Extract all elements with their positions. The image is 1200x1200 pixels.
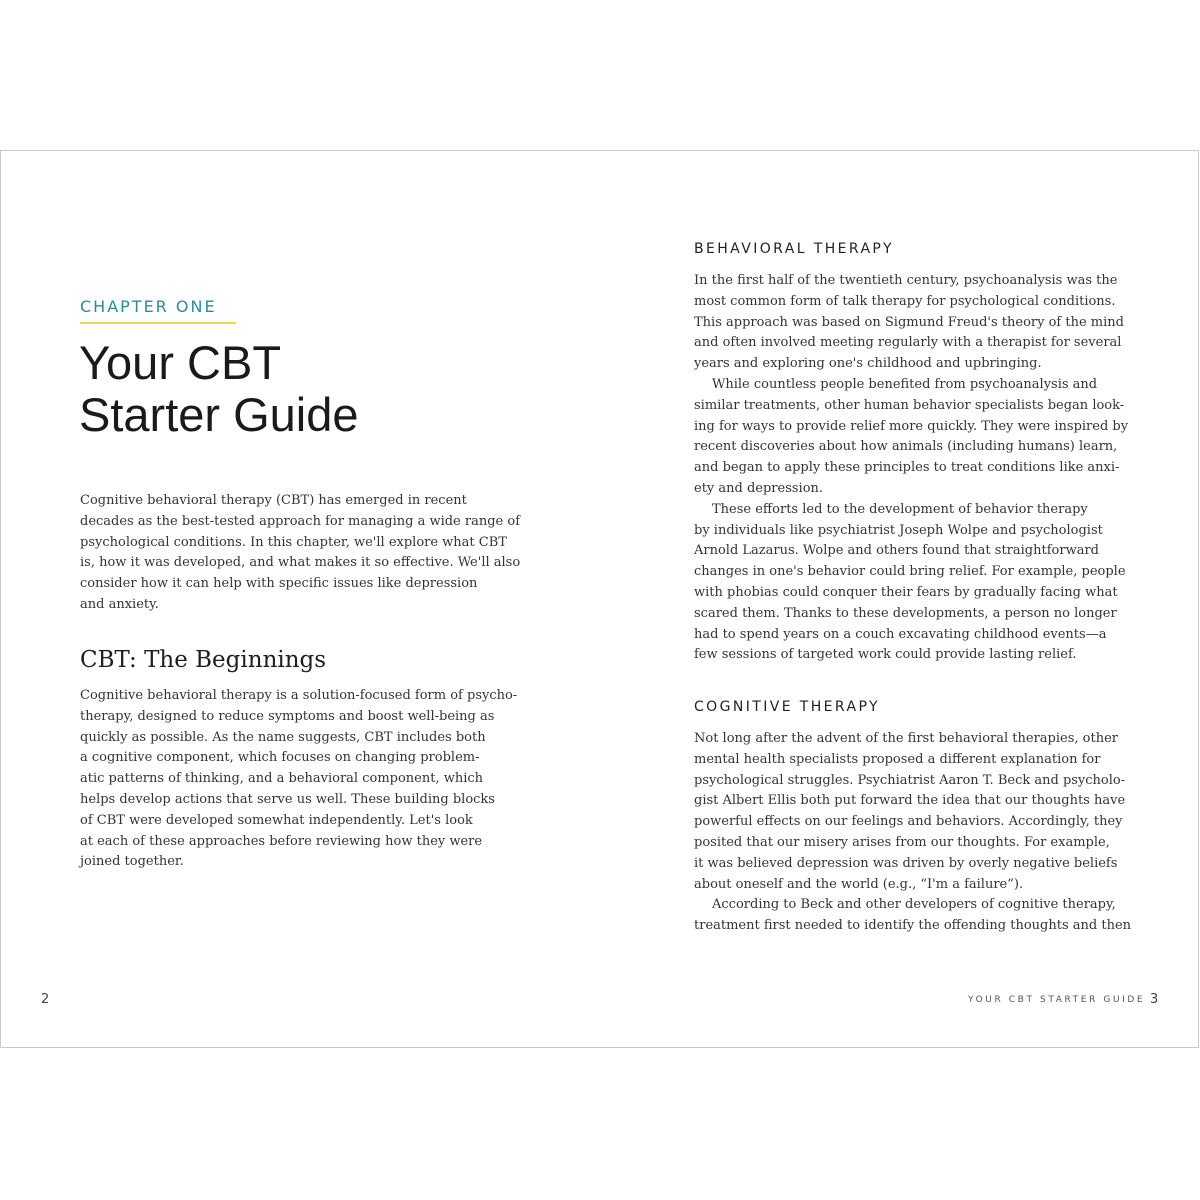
text-line: While countless people benefited from psychoanalysis and — [712, 376, 1098, 392]
text-line: with phobias could conquer their fears by gradually facing what — [694, 584, 1118, 600]
text-line: These efforts led to the development of behavior therapy — [712, 501, 1088, 517]
text-line: mental health specialists proposed a different explanation for — [694, 751, 1101, 767]
text-line: therapy, designed to reduce symptoms and boost well-being as — [80, 708, 495, 724]
cognitive-therapy-heading: COGNITIVE THERAPY — [694, 699, 880, 715]
text-line: a cognitive component, which focuses on changing problem- — [80, 750, 480, 766]
text-line: Cognitive behavioral therapy (CBT) has emerged in recent — [80, 493, 467, 508]
text-line: Not long after the advent of the first behavioral therapies, other — [694, 731, 1118, 746]
text-line: years and exploring one's childhood and upbringing. — [694, 356, 1042, 372]
page-number-right: 3 — [1150, 992, 1159, 1007]
text-line: at each of these approaches before reviewing how they were — [80, 833, 483, 849]
text-line: According to Beck and other developers of cognitive therapy, — [712, 897, 1116, 913]
text-line: ety and depression. — [694, 480, 824, 496]
behavioral-therapy-text — [694, 271, 1134, 666]
text-line: of CBT were developed somewhat independently. Let's look — [80, 812, 473, 828]
text-line: joined together. — [80, 854, 184, 870]
running-head: YOUR CBT STARTER GUIDE — [968, 995, 1146, 1005]
text-line: consider how it can help with specific issues like depression — [80, 576, 478, 592]
chapter-title-line: Starter Guide — [79, 388, 359, 441]
text-line: and anxiety. — [80, 596, 159, 612]
text-line: is, how it was developed, and what makes it so effective. We'll also — [80, 555, 521, 571]
text-line: changes in one's behavior could bring relief. For example, people — [694, 564, 1126, 580]
text-line: treatment first needed to identify the offending thoughts and then — [694, 918, 1132, 934]
text-line: and began to apply these principles to treat conditions like anxi- — [694, 460, 1120, 476]
text-line: about oneself and the world (e.g., “I'm a failure”). — [694, 876, 1024, 892]
intro-paragraph — [80, 491, 520, 616]
text-line: psychological struggles. Psychiatrist Aaron T. Beck and psycholo- — [694, 772, 1126, 788]
text-line: atic patterns of thinking, and a behavioral component, which — [80, 771, 484, 787]
section-heading: CBT: The Beginnings — [80, 647, 327, 673]
right-page — [601, 151, 1199, 1047]
left-page — [1, 151, 601, 1047]
text-line: Cognitive behavioral therapy is a solution-focused form of psycho- — [80, 688, 518, 703]
text-line: This approach was based on Sigmund Freud's theory of the mind — [694, 314, 1124, 330]
text-line: it was believed depression was driven by overly negative beliefs — [694, 855, 1118, 871]
cognitive-therapy-text — [694, 729, 1134, 937]
text-line: had to spend years on a couch excavating childhood events—a — [694, 626, 1107, 642]
text-line: most common form of talk therapy for psychological conditions. — [694, 293, 1116, 309]
text-line: powerful effects on our feelings and behaviors. Accordingly, they — [694, 814, 1123, 830]
text-line: In the first half of the twentieth century, psychoanalysis was the — [694, 273, 1118, 288]
text-line: similar treatments, other human behavior specialists began look- — [694, 397, 1125, 413]
text-line: posited that our misery arises from our thoughts. For example, — [694, 834, 1110, 850]
chapter-title-line: Your CBT — [79, 336, 282, 389]
text-line: recent discoveries about how animals (including humans) learn, — [694, 439, 1118, 455]
chapter-label: CHAPTER ONE — [80, 297, 236, 324]
text-line: decades as the best-tested approach for managing a wide range of — [80, 513, 521, 529]
text-line: few sessions of targeted work could provide lasting relief. — [694, 647, 1077, 663]
behavioral-therapy-heading: BEHAVIORAL THERAPY — [694, 241, 894, 257]
page-number-left: 2 — [41, 992, 50, 1007]
text-line: scared them. Thanks to these developments, a person no longer — [694, 605, 1117, 621]
section-paragraph — [80, 686, 520, 873]
text-line: by individuals like psychiatrist Joseph Wolpe and psychologist — [694, 522, 1103, 538]
text-line: gist Albert Ellis both put forward the idea that our thoughts have — [694, 793, 1126, 809]
text-line: Arnold Lazarus. Wolpe and others found that straightforward — [694, 543, 1099, 559]
text-line: and often involved meeting regularly with a therapist for several — [694, 335, 1122, 351]
book-spread — [0, 150, 1199, 1048]
text-line: psychological conditions. In this chapter, we'll explore what CBT — [80, 534, 507, 550]
text-line: quickly as possible. As the name suggests, CBT includes both — [80, 729, 486, 745]
chapter-title — [79, 337, 499, 441]
text-line: ing for ways to provide relief more quickly. They were inspired by — [694, 418, 1129, 434]
text-line: helps develop actions that serve us well. These building blocks — [80, 791, 495, 807]
